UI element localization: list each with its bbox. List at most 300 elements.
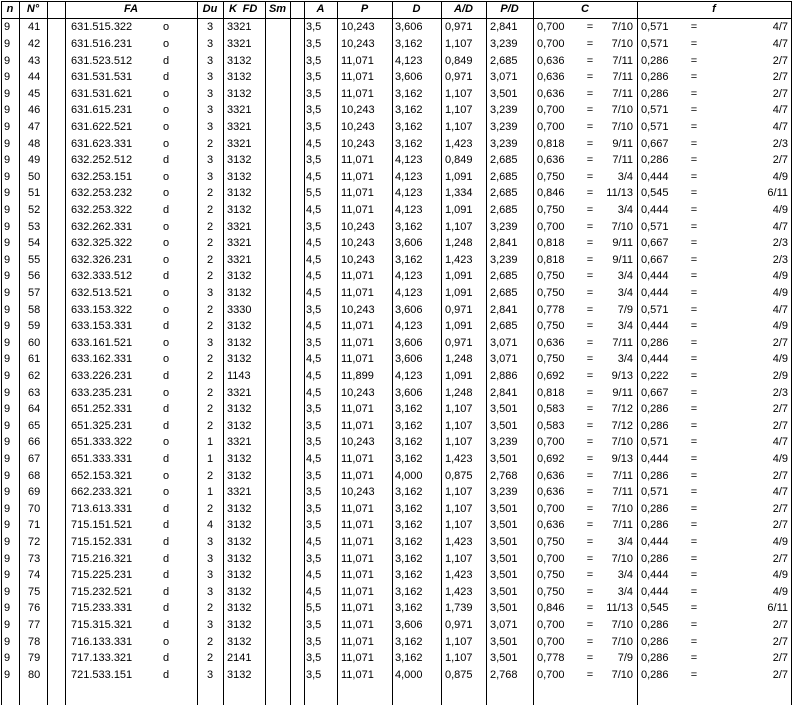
cell-f-eq: = (690, 386, 698, 399)
cell-p: 10,243 (341, 21, 375, 34)
cell-p: 11,071 (341, 336, 374, 349)
cell-fa: 715.315.321 (71, 619, 133, 631)
cell-c-eq: = (586, 386, 594, 399)
cell-c-dec: 0,700 (537, 220, 565, 233)
cell-p: 11,071 (341, 668, 374, 681)
cell-k: 2 (206, 419, 214, 432)
cell-c-frac: 7/11 (612, 71, 633, 84)
cell-p: 11,071 (341, 635, 374, 648)
cell-type: o (162, 170, 170, 183)
cell-f-eq: = (690, 602, 698, 615)
cell-ad: 1,107 (445, 38, 473, 50)
cell-c-dec: 0,750 (537, 320, 565, 333)
cell-pd: 2,841 (490, 303, 518, 316)
cell-type: o (162, 253, 170, 266)
cell-ad: 1,107 (445, 486, 473, 499)
cell-p: 11,071 (341, 519, 374, 532)
cell-ad: 0,875 (445, 469, 473, 482)
cell-a: 4,5 (306, 370, 322, 382)
cell-c-eq: = (586, 220, 594, 233)
cell-f-dec: 0,444 (641, 569, 669, 582)
cell-type: d (162, 552, 170, 565)
cell-f-eq: = (690, 569, 698, 582)
cell-fa: 662.233.321 (71, 486, 133, 499)
cell-no: 61 (28, 353, 41, 366)
cell-a: 5,5 (306, 187, 322, 200)
cell-p: 11,071 (341, 569, 374, 582)
cell-fa: 651.333.322 (71, 436, 133, 449)
cell-c-frac: 3/4 (617, 320, 633, 333)
cell-f-eq: = (690, 652, 698, 665)
cell-no: 80 (28, 668, 41, 681)
cell-no: 41 (28, 21, 41, 34)
cell-k: 2 (206, 137, 214, 150)
cell-type: o (162, 137, 170, 150)
cell-f-dec: 0,286 (641, 619, 669, 631)
cell-n: 9 (4, 536, 11, 548)
cell-f-dec: 0,286 (641, 519, 669, 532)
cell-n: 9 (4, 170, 11, 183)
cell-a: 4,5 (306, 253, 322, 266)
cell-c-eq: = (586, 502, 594, 515)
cell-fd: 3132 (227, 54, 252, 67)
cell-n: 9 (4, 87, 11, 100)
cell-pd: 3,071 (490, 71, 518, 84)
cell-c-frac: 7/10 (611, 619, 633, 631)
cell-k: 2 (206, 370, 214, 382)
cell-fa: 631.531.621 (71, 87, 133, 100)
cell-no: 49 (28, 154, 41, 167)
cell-a: 3,5 (306, 668, 322, 681)
cell-f-eq: = (690, 353, 698, 366)
cell-d: 3,162 (395, 502, 423, 515)
cell-fa: 633.235.231 (71, 386, 133, 399)
cell-pd: 2,768 (490, 668, 518, 681)
cell-p: 11,071 (341, 652, 374, 665)
cell-c-eq: = (586, 38, 594, 50)
cell-c-frac: 9/11 (612, 237, 633, 250)
cell-no: 73 (28, 552, 41, 565)
cell-f-eq: = (690, 619, 698, 631)
cell-fa: 631.623.331 (71, 137, 133, 150)
cell-d: 3,162 (395, 38, 423, 50)
cell-k: 3 (206, 170, 214, 183)
cell-d: 4,123 (395, 370, 423, 382)
cell-ad: 0,849 (445, 54, 473, 67)
cell-k: 3 (206, 287, 214, 299)
cell-n: 9 (4, 386, 11, 399)
cell-p: 11,071 (341, 403, 374, 416)
cell-f-frac: 6/11 (767, 602, 788, 615)
cell-f-eq: = (690, 204, 698, 216)
cell-d: 3,606 (395, 336, 423, 349)
cell-fa: 632.325.322 (71, 237, 133, 250)
cell-c-eq: = (586, 552, 594, 565)
cell-no: 54 (28, 237, 41, 250)
cell-type: d (162, 652, 170, 665)
cell-fa: 715.152.331 (71, 536, 133, 548)
cell-f-frac: 4/7 (772, 220, 788, 233)
cell-type: o (162, 220, 170, 233)
cell-f-eq: = (690, 436, 698, 449)
cell-c-eq: = (586, 154, 594, 167)
cell-fd: 3132 (227, 187, 252, 200)
cell-c-dec: 0,750 (537, 569, 565, 582)
cell-no: 56 (28, 270, 41, 283)
cell-c-frac: 7/9 (617, 303, 633, 316)
cell-no: 76 (28, 602, 41, 615)
cell-c-dec: 0,750 (537, 536, 565, 548)
cell-ad: 1,107 (445, 87, 473, 100)
cell-a: 4,5 (306, 270, 322, 283)
cell-c-dec: 0,700 (537, 668, 565, 681)
cell-type: o (162, 38, 170, 50)
cell-type: o (162, 386, 170, 399)
cell-fa: 632.252.512 (71, 154, 133, 167)
cell-c-dec: 0,778 (537, 303, 565, 316)
cell-a: 4,5 (306, 353, 322, 366)
cell-ad: 0,971 (445, 71, 473, 84)
cell-p: 11,071 (341, 585, 374, 598)
cell-a: 3,5 (306, 87, 322, 100)
cell-ad: 0,849 (445, 154, 473, 167)
cell-f-dec: 0,286 (641, 71, 669, 84)
cell-ad: 1,107 (445, 652, 473, 665)
cell-n: 9 (4, 237, 11, 250)
cell-d: 4,000 (395, 668, 423, 681)
cell-fa: 717.133.321 (71, 652, 133, 665)
cell-no: 47 (28, 121, 41, 133)
cell-c-dec: 0,750 (537, 287, 565, 299)
cell-f-eq: = (690, 320, 698, 333)
cell-c-dec: 0,750 (537, 585, 565, 598)
cell-no: 58 (28, 303, 41, 316)
cell-k: 2 (206, 270, 214, 283)
cell-k: 3 (206, 121, 214, 133)
cell-a: 3,5 (306, 419, 322, 432)
cell-k: 3 (206, 619, 214, 631)
header-pd: P/D (500, 3, 519, 15)
cell-type: o (162, 287, 170, 299)
cell-k: 3 (206, 54, 214, 67)
cell-f-frac: 2/7 (772, 668, 788, 681)
cell-c-eq: = (586, 403, 594, 416)
cell-pd: 2,886 (490, 370, 518, 382)
cell-f-frac: 4/7 (772, 104, 788, 117)
cell-k: 2 (206, 353, 214, 366)
header-ad: A/D (454, 3, 473, 15)
cell-n: 9 (4, 21, 11, 34)
cell-pd: 3,239 (490, 137, 518, 150)
cell-f-dec: 0,571 (641, 121, 669, 133)
cell-f-frac: 2/7 (772, 519, 788, 532)
cell-pd: 3,501 (490, 403, 518, 416)
cell-pd: 2,768 (490, 469, 518, 482)
cell-fa: 715.225.231 (71, 569, 133, 582)
cell-f-frac: 2/7 (772, 403, 788, 416)
cell-fa: 632.333.512 (71, 270, 133, 283)
cell-n: 9 (4, 519, 11, 532)
cell-p: 10,243 (341, 486, 375, 499)
cell-c-frac: 9/11 (612, 137, 633, 150)
cell-n: 9 (4, 602, 11, 615)
grid-line (47, 1, 48, 705)
cell-p: 10,243 (341, 220, 375, 233)
grid-line (791, 1, 792, 705)
header-no: N° (26, 3, 40, 15)
cell-type: d (162, 602, 170, 615)
cell-d: 4,000 (395, 469, 423, 482)
cell-p: 11,071 (341, 287, 374, 299)
cell-ad: 1,107 (445, 121, 473, 133)
cell-fd: 3132 (227, 552, 252, 565)
cell-no: 59 (28, 320, 41, 333)
cell-fd: 3321 (227, 237, 252, 250)
cell-pd: 3,501 (490, 419, 518, 432)
grid-line (533, 1, 534, 705)
cell-c-frac: 7/11 (612, 87, 633, 100)
cell-k: 3 (206, 104, 214, 117)
cell-pd: 3,239 (490, 436, 518, 449)
cell-f-eq: = (690, 54, 698, 67)
grid-line (486, 1, 487, 705)
cell-type: d (162, 204, 170, 216)
cell-c-frac: 7/11 (612, 519, 633, 532)
cell-fd: 3132 (227, 287, 252, 299)
cell-c-eq: = (586, 303, 594, 316)
cell-f-frac: 2/3 (772, 253, 788, 266)
cell-fa: 716.133.331 (71, 635, 133, 648)
cell-d: 4,123 (395, 170, 423, 183)
cell-c-frac: 7/10 (611, 121, 633, 133)
cell-p: 10,243 (341, 436, 375, 449)
cell-c-dec: 0,750 (537, 353, 565, 366)
cell-n: 9 (4, 336, 11, 349)
cell-type: d (162, 54, 170, 67)
cell-f-eq: = (690, 137, 698, 150)
cell-d: 4,123 (395, 54, 423, 67)
cell-f-frac: 2/3 (772, 386, 788, 399)
cell-pd: 3,071 (490, 619, 518, 631)
cell-k: 2 (206, 602, 214, 615)
cell-f-frac: 4/9 (772, 270, 788, 283)
cell-a: 3,5 (306, 502, 322, 515)
cell-ad: 1,423 (445, 137, 473, 150)
cell-pd: 2,685 (490, 187, 518, 200)
cell-c-dec: 0,818 (537, 253, 565, 266)
cell-p: 10,243 (341, 386, 375, 399)
cell-fd: 3132 (227, 635, 252, 648)
cell-no: 50 (28, 170, 41, 183)
cell-fd: 3132 (227, 602, 252, 615)
cell-fd: 3132 (227, 469, 252, 482)
cell-f-dec: 0,444 (641, 270, 669, 283)
cell-c-dec: 0,583 (537, 419, 565, 432)
cell-d: 3,162 (395, 602, 423, 615)
cell-c-eq: = (586, 652, 594, 665)
cell-fa: 631.516.231 (71, 38, 133, 50)
cell-k: 3 (206, 87, 214, 100)
cell-fd: 3132 (227, 320, 252, 333)
cell-f-frac: 2/7 (772, 154, 788, 167)
cell-c-dec: 0,700 (537, 104, 565, 117)
cell-n: 9 (4, 204, 11, 216)
cell-f-eq: = (690, 287, 698, 299)
cell-n: 9 (4, 104, 11, 117)
cell-k: 3 (206, 38, 214, 50)
cell-ad: 1,248 (445, 237, 473, 250)
cell-fa: 633.153.331 (71, 320, 133, 333)
cell-a: 4,5 (306, 386, 322, 399)
cell-type: o (162, 187, 170, 200)
data-table (1, 1, 797, 705)
cell-c-frac: 7/10 (611, 21, 633, 34)
cell-ad: 1,739 (445, 602, 473, 615)
header-c: C (581, 3, 589, 15)
cell-a: 3,5 (306, 54, 322, 67)
cell-ad: 0,971 (445, 21, 473, 34)
cell-d: 3,606 (395, 21, 423, 34)
cell-f-frac: 2/7 (772, 552, 788, 565)
cell-no: 64 (28, 403, 41, 416)
cell-c-dec: 0,700 (537, 21, 565, 34)
cell-f-eq: = (690, 403, 698, 416)
cell-fd: 3132 (227, 453, 252, 465)
cell-n: 9 (4, 486, 11, 499)
cell-type: o (162, 87, 170, 100)
cell-pd: 3,501 (490, 453, 518, 465)
cell-c-dec: 0,700 (537, 436, 565, 449)
cell-fa: 632.253.151 (71, 170, 133, 183)
cell-f-frac: 4/9 (772, 585, 788, 598)
cell-type: d (162, 270, 170, 283)
cell-f-frac: 2/7 (772, 635, 788, 648)
cell-no: 46 (28, 104, 41, 117)
cell-c-eq: = (586, 419, 594, 432)
cell-c-frac: 3/4 (617, 569, 633, 582)
cell-fa: 631.515.322 (71, 21, 133, 34)
cell-fa: 632.253.322 (71, 204, 133, 216)
cell-c-dec: 0,700 (537, 502, 565, 515)
grid-line (1, 1, 2, 705)
cell-fd: 3132 (227, 419, 252, 432)
grid-line (197, 1, 198, 705)
cell-fd: 3321 (227, 104, 252, 117)
cell-fd: 3132 (227, 170, 252, 183)
cell-c-eq: = (586, 54, 594, 67)
cell-k: 2 (206, 320, 214, 333)
cell-f-dec: 0,571 (641, 104, 669, 117)
cell-n: 9 (4, 502, 11, 515)
cell-f-eq: = (690, 303, 698, 316)
cell-d: 3,162 (395, 104, 423, 117)
cell-type: o (162, 486, 170, 499)
cell-p: 10,243 (341, 237, 375, 250)
cell-p: 11,071 (341, 87, 374, 100)
cell-c-dec: 0,636 (537, 336, 565, 349)
cell-a: 4,5 (306, 453, 322, 465)
cell-no: 48 (28, 137, 41, 150)
cell-ad: 1,091 (445, 204, 473, 216)
cell-ad: 1,423 (445, 453, 473, 465)
cell-type: d (162, 419, 170, 432)
cell-f-dec: 0,286 (641, 469, 669, 482)
cell-f-dec: 0,286 (641, 552, 669, 565)
cell-fa: 715.233.331 (71, 602, 133, 615)
cell-type: d (162, 154, 170, 167)
cell-fa: 633.161.521 (71, 336, 133, 349)
cell-ad: 1,107 (445, 635, 473, 648)
cell-c-frac: 3/4 (617, 170, 633, 183)
cell-fd: 3132 (227, 270, 252, 283)
cell-d: 3,162 (395, 486, 423, 499)
cell-c-frac: 9/13 (611, 370, 633, 382)
cell-c-frac: 7/10 (611, 668, 633, 681)
cell-n: 9 (4, 353, 11, 366)
cell-c-frac: 7/10 (611, 220, 633, 233)
cell-fd: 3132 (227, 536, 252, 548)
cell-k: 2 (206, 237, 214, 250)
cell-d: 4,123 (395, 154, 423, 167)
cell-c-dec: 0,700 (537, 121, 565, 133)
cell-a: 3,5 (306, 469, 322, 482)
cell-f-eq: = (690, 220, 698, 233)
cell-type: o (162, 635, 170, 648)
cell-n: 9 (4, 370, 11, 382)
cell-no: 68 (28, 469, 41, 482)
cell-a: 4,5 (306, 536, 322, 548)
cell-d: 4,123 (395, 320, 423, 333)
cell-fd: 3321 (227, 38, 252, 50)
cell-k: 2 (206, 502, 214, 515)
cell-c-dec: 0,636 (537, 154, 565, 167)
cell-c-dec: 0,846 (537, 187, 565, 200)
cell-no: 53 (28, 220, 41, 233)
cell-f-eq: = (690, 38, 698, 50)
cell-type: d (162, 403, 170, 416)
cell-f-frac: 4/9 (772, 353, 788, 366)
cell-no: 72 (28, 536, 41, 548)
cell-p: 11,071 (341, 71, 374, 84)
cell-pd: 3,501 (490, 87, 518, 100)
cell-pd: 3,501 (490, 569, 518, 582)
cell-a: 3,5 (306, 220, 322, 233)
cell-n: 9 (4, 320, 11, 333)
cell-f-eq: = (690, 585, 698, 598)
cell-f-frac: 2/7 (772, 71, 788, 84)
cell-c-eq: = (586, 353, 594, 366)
cell-a: 3,5 (306, 303, 322, 316)
cell-a: 4,5 (306, 204, 322, 216)
cell-fa: 633.162.331 (71, 353, 133, 366)
cell-a: 3,5 (306, 154, 322, 167)
cell-no: 77 (28, 619, 41, 631)
cell-fd: 3132 (227, 71, 252, 84)
cell-f-frac: 4/7 (772, 21, 788, 34)
cell-f-dec: 0,286 (641, 635, 669, 648)
cell-f-frac: 2/7 (772, 419, 788, 432)
cell-d: 3,606 (395, 353, 423, 366)
cell-type: d (162, 619, 170, 631)
cell-c-eq: = (586, 187, 594, 200)
cell-fa: 631.622.521 (71, 121, 133, 133)
cell-pd: 2,841 (490, 237, 518, 250)
cell-d: 3,162 (395, 253, 423, 266)
cell-c-dec: 0,692 (537, 453, 565, 465)
cell-pd: 3,501 (490, 519, 518, 532)
cell-d: 3,162 (395, 137, 423, 150)
cell-c-eq: = (586, 635, 594, 648)
